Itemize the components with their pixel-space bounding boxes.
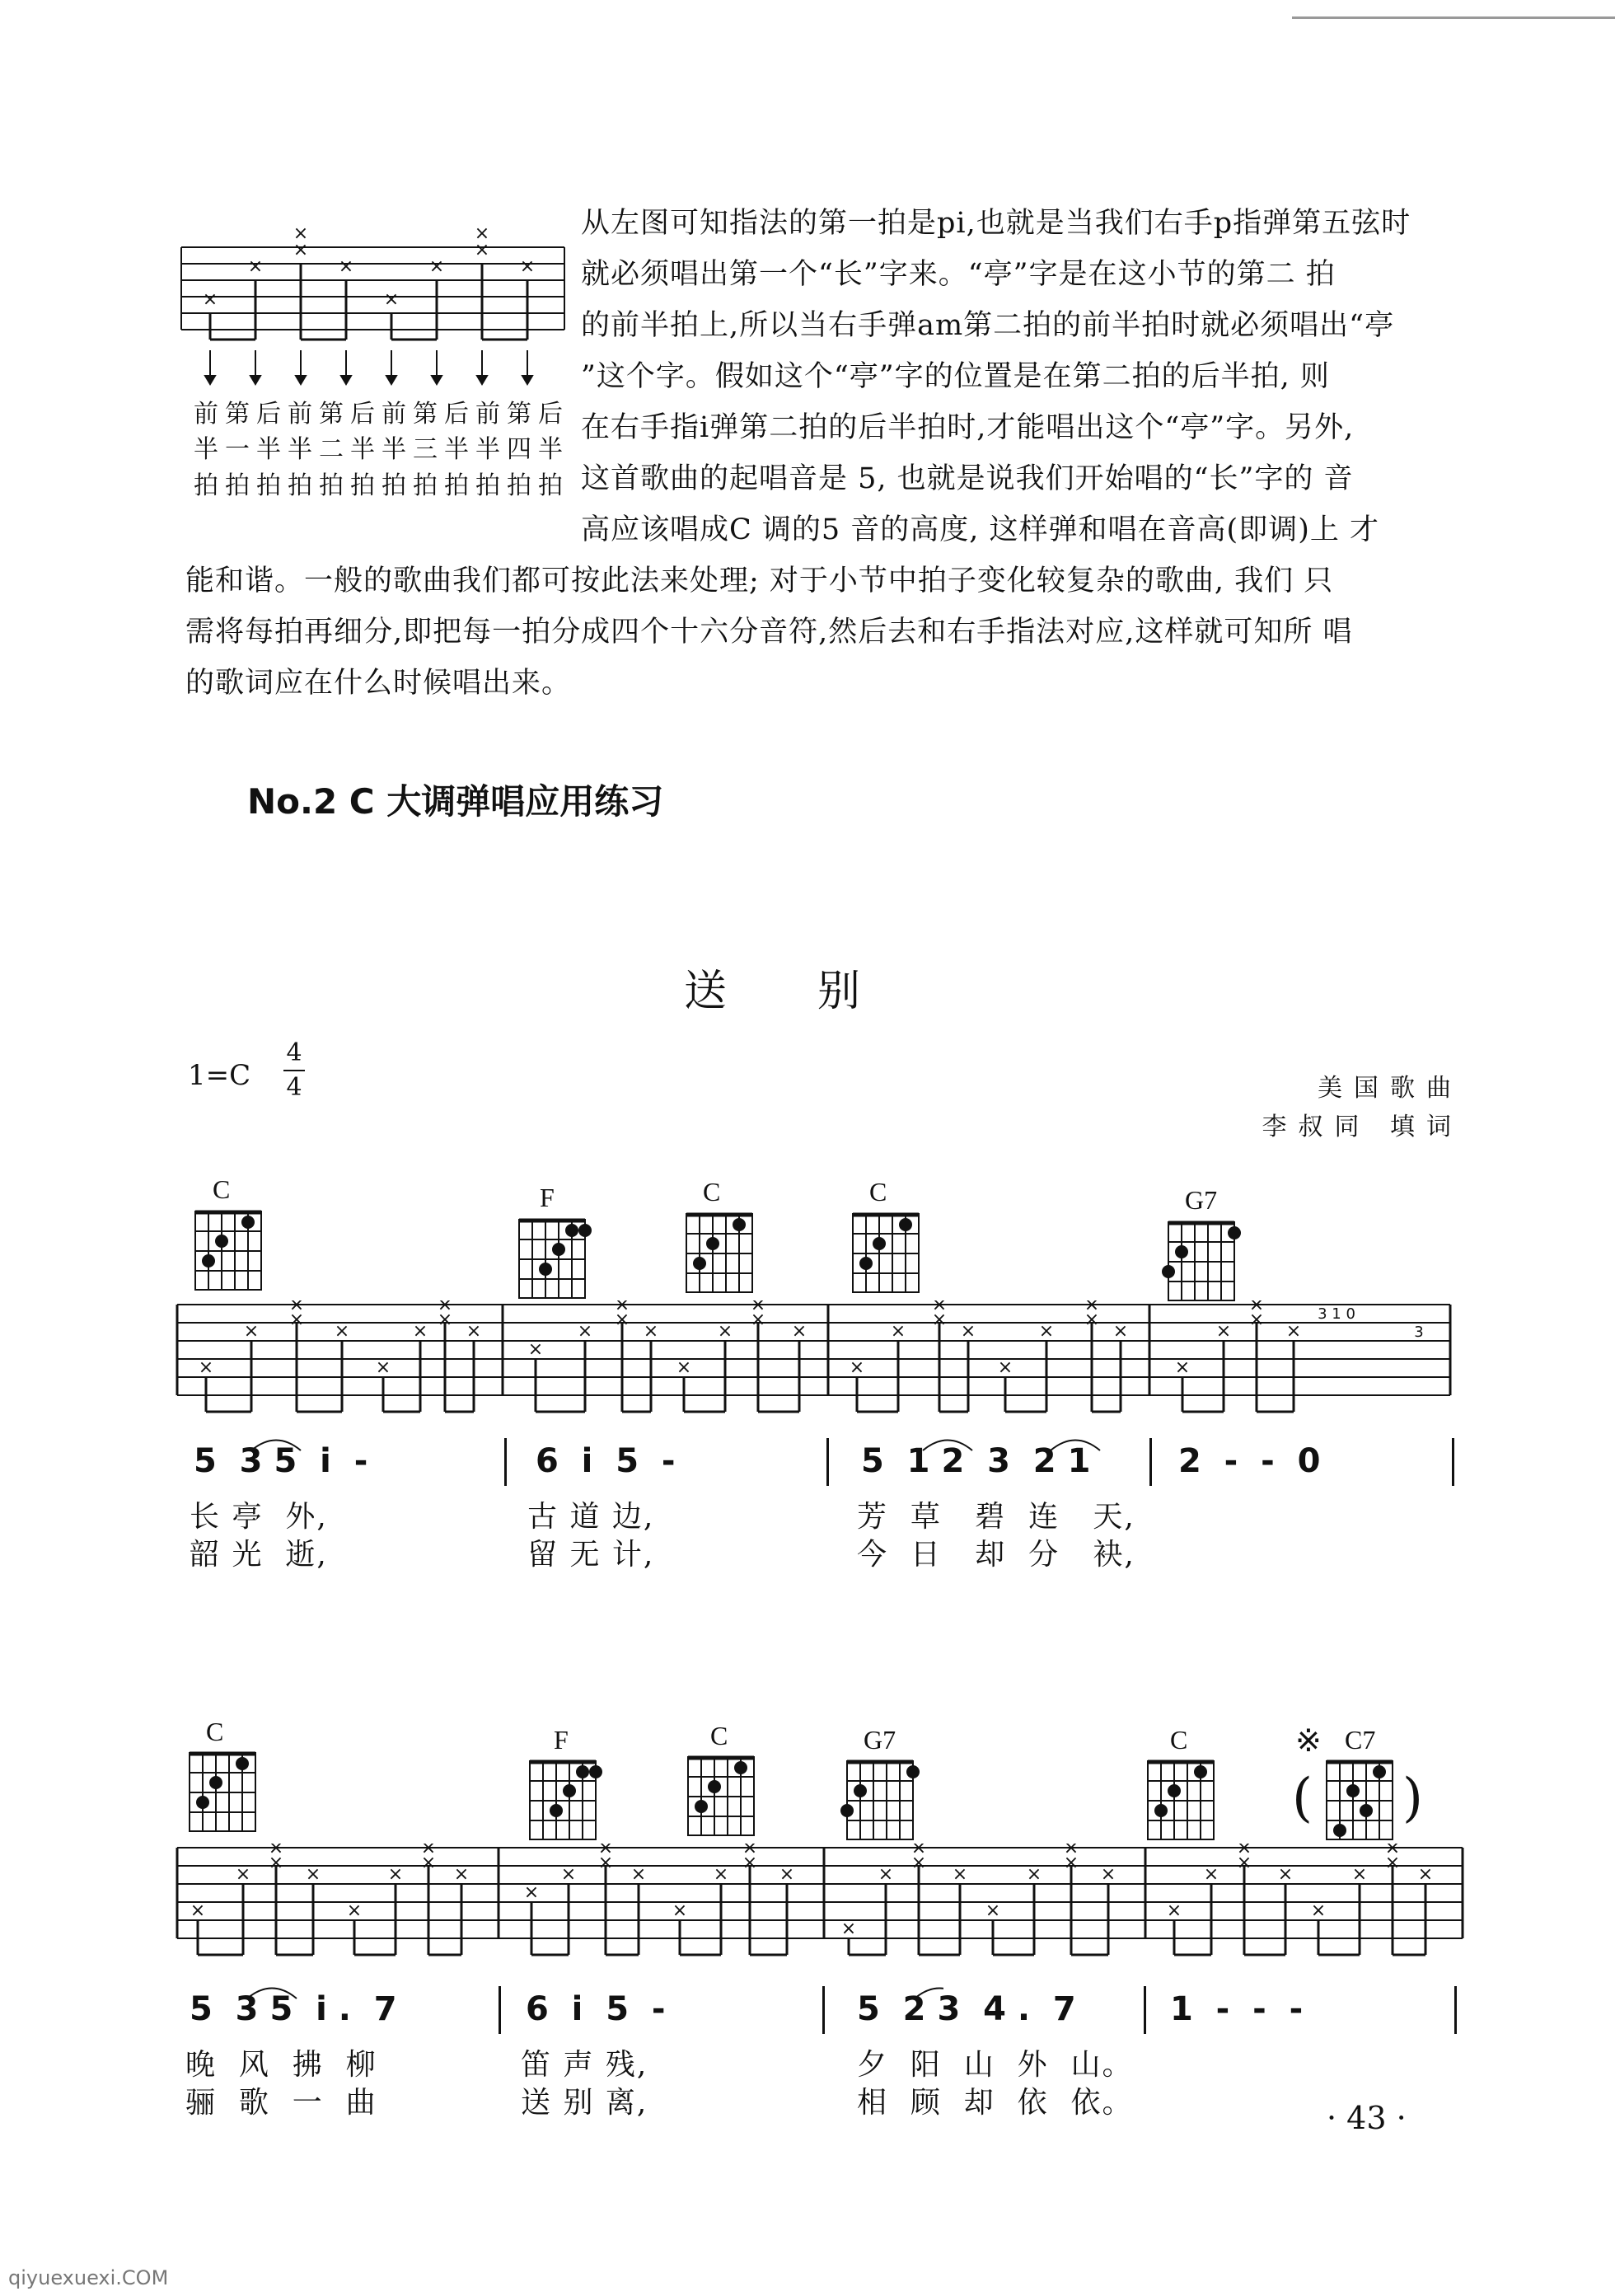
credit-origin: 美国歌曲 — [1318, 1074, 1463, 1103]
svg-text:×: × — [334, 1321, 350, 1342]
svg-text:×: × — [293, 223, 309, 244]
beat-label: 半 — [256, 435, 281, 464]
svg-text:×: × — [1038, 1321, 1055, 1342]
chord-name: C7 — [1345, 1725, 1376, 1755]
svg-text:×: × — [523, 1882, 540, 1903]
svg-text:×: × — [1384, 1844, 1401, 1858]
svg-text:×: × — [1248, 1310, 1265, 1330]
chord-diagram-c — [684, 1753, 758, 1839]
svg-text:×: × — [1063, 1853, 1079, 1873]
beat-label: 第 — [507, 400, 531, 429]
lyric-line: 相 顾 却 依 依。 — [857, 2086, 1134, 2120]
time-signature — [283, 1037, 305, 1104]
beat-label: 二 — [319, 435, 344, 464]
svg-text:×: × — [952, 1864, 968, 1885]
svg-text:×: × — [1384, 1853, 1401, 1873]
paragraph-line: 这首歌曲的起唱音是 5, 也就是说我们开始唱的“长”字的 音 — [581, 462, 1354, 495]
chord-diagram-c — [185, 1749, 260, 1835]
svg-text:×: × — [614, 1310, 630, 1330]
beat-label: 前 — [288, 400, 312, 429]
svg-text:×: × — [1236, 1844, 1252, 1858]
svg-text:×: × — [243, 1321, 260, 1342]
svg-text:×: × — [614, 1300, 630, 1315]
svg-text:×: × — [268, 1853, 284, 1873]
svg-text:×: × — [474, 223, 490, 244]
paragraph-line: 就必须唱出第一个“长”字来。“亭”字是在这小节的第二 拍 — [581, 258, 1336, 291]
svg-text:×: × — [437, 1300, 453, 1315]
chord-diagram-c — [191, 1207, 265, 1294]
beat-label: 前 — [475, 400, 500, 429]
beat-label: 四 — [507, 435, 531, 464]
chord-name: F — [554, 1725, 569, 1755]
beat-label: 前 — [194, 400, 218, 429]
lyric-line: 夕 阳 山 外 山。 — [857, 2048, 1134, 2082]
top-rule — [1292, 16, 1615, 19]
svg-text:×: × — [960, 1321, 976, 1342]
svg-text:×: × — [779, 1864, 795, 1885]
paragraph-line: 能和谐。一般的歌曲我们都可按此法来处理; 对于小节中拍子变化较复杂的歌曲, 我们 只 — [185, 565, 1334, 597]
beat-label: 半 — [382, 435, 406, 464]
svg-text:×: × — [676, 1357, 692, 1378]
credit-lyricist: 李叔同 填词 — [1262, 1113, 1463, 1141]
svg-text:×: × — [1417, 1864, 1434, 1885]
svg-text:×: × — [560, 1864, 577, 1885]
barline — [1144, 1986, 1146, 2034]
paragraph-line: 的歌词应在什么时候唱出来。 — [185, 667, 572, 700]
chord-diagram-c — [849, 1210, 923, 1296]
paragraph-line: 在右手指i弹第二拍的后半拍时,才能唱出这个“亭”字。另外, — [581, 411, 1355, 444]
jianpu-measure: 5 2 3 4 . 7 — [857, 1990, 1076, 2028]
svg-text:×: × — [288, 1300, 305, 1315]
barline — [1454, 1986, 1457, 2034]
slur-marks-row1 — [247, 1430, 1195, 1455]
svg-text:×: × — [1084, 1310, 1100, 1330]
svg-text:×: × — [1203, 1864, 1219, 1885]
paragraph-line: 需将每拍再细分,即把每一拍分成四个十六分音符,然后去和右手指法对应,这样就可知所 唱 — [185, 616, 1353, 649]
beat-label: 拍 — [538, 471, 563, 500]
svg-text:×: × — [474, 240, 490, 260]
svg-text:×: × — [1285, 1321, 1302, 1342]
jianpu-measure: 5 3 5 i . 7 — [190, 1990, 397, 2028]
open-parenthesis: ( — [1292, 1768, 1313, 1829]
svg-text:×: × — [420, 1853, 437, 1873]
svg-text:×: × — [1236, 1853, 1252, 1873]
svg-text:×: × — [412, 1321, 428, 1342]
chord-diagram-g7 — [839, 1757, 921, 1844]
beat-label: 拍 — [194, 471, 218, 500]
svg-text:×: × — [247, 256, 264, 277]
chord-name: G7 — [864, 1725, 896, 1755]
beat-label: 拍 — [507, 471, 531, 500]
jianpu-measure: 5 1 2 3 2 1 — [861, 1442, 1091, 1480]
svg-text:×: × — [931, 1300, 948, 1315]
time-sig-bottom: 4 — [286, 1073, 302, 1102]
beat-label: 后 — [444, 400, 469, 429]
lyric-line: 古 道 边, — [527, 1500, 655, 1534]
beat-label: 三 — [413, 435, 438, 464]
svg-text:×: × — [997, 1357, 1013, 1378]
svg-text:×: × — [527, 1339, 544, 1360]
svg-text:×: × — [1351, 1864, 1368, 1885]
lyric-line: 韶 光 逝, — [190, 1538, 328, 1572]
svg-text:×: × — [985, 1900, 1001, 1921]
time-sig-top: 4 — [286, 1038, 302, 1067]
chord-name: F — [540, 1183, 555, 1212]
beat-label: 半 — [350, 435, 375, 464]
svg-text:×: × — [519, 256, 536, 277]
chord-name: C — [1170, 1725, 1188, 1755]
beat-label: 拍 — [444, 471, 469, 500]
svg-text:×: × — [420, 1844, 437, 1858]
chord-diagram-f — [526, 1757, 604, 1844]
svg-text:×: × — [428, 256, 445, 277]
beat-label: 一 — [225, 435, 250, 464]
lyric-line: 长 亭 外, — [190, 1500, 328, 1534]
chord-name: C — [213, 1174, 231, 1204]
svg-text:×: × — [931, 1310, 948, 1330]
svg-text:×: × — [577, 1321, 593, 1342]
svg-text:×: × — [1084, 1300, 1100, 1315]
beat-label: 后 — [350, 400, 375, 429]
jianpu-measure: 6 i 5 - — [536, 1442, 676, 1480]
chord-diagram-c — [1144, 1757, 1218, 1844]
beat-label: 后 — [256, 400, 281, 429]
small-tab-diagram — [177, 223, 573, 346]
lyric-line: 今 日 却 分 袂, — [857, 1538, 1135, 1572]
lyric-line: 留 无 计, — [527, 1538, 655, 1572]
svg-text:×: × — [630, 1864, 647, 1885]
chord-diagram-g7 — [1160, 1218, 1243, 1305]
paragraph-line: 的前半拍上,所以当右手弹am第二拍的前半拍时就必须唱出“亭 — [581, 309, 1395, 342]
chord-name: C — [710, 1721, 728, 1750]
page-number: · 43 · — [1327, 2100, 1407, 2136]
svg-text:×: × — [1248, 1300, 1265, 1315]
chord-name: G7 — [1185, 1185, 1218, 1215]
beat-label: 拍 — [256, 471, 281, 500]
svg-text:×: × — [597, 1853, 614, 1873]
chord-diagram-c — [682, 1210, 756, 1296]
svg-text:×: × — [672, 1900, 688, 1921]
song-title: 送别 — [684, 967, 952, 1016]
svg-text:×: × — [202, 289, 218, 310]
svg-text:×: × — [791, 1321, 808, 1342]
beat-arrows — [185, 346, 548, 387]
chord-diagram-f — [515, 1216, 593, 1302]
svg-text:×: × — [717, 1321, 733, 1342]
svg-text:×: × — [437, 1310, 453, 1330]
chord-name: C — [703, 1177, 721, 1207]
lyric-line: 送 别 离, — [521, 2086, 648, 2120]
beat-label: 半 — [194, 435, 218, 464]
svg-text:×: × — [293, 240, 309, 260]
barline — [1452, 1438, 1454, 1486]
svg-text:×: × — [597, 1844, 614, 1858]
svg-text:×: × — [890, 1321, 906, 1342]
svg-text:×: × — [1112, 1321, 1129, 1342]
svg-text:×: × — [338, 256, 354, 277]
lyric-line: 笛 声 残, — [521, 2048, 648, 2082]
paragraph-line: 从左图可知指法的第一拍是pi,也就是当我们右手p指弹第五弦时 — [581, 207, 1411, 240]
beat-label: 后 — [538, 400, 563, 429]
beat-label: 第 — [225, 400, 250, 429]
beat-label: 拍 — [350, 471, 375, 500]
svg-text:×: × — [1063, 1844, 1079, 1858]
svg-text:×: × — [643, 1321, 659, 1342]
svg-text:×: × — [1310, 1900, 1327, 1921]
lyric-line: 骊 歌 一 曲 — [185, 2086, 377, 2120]
svg-text:×: × — [1174, 1357, 1191, 1378]
svg-text:×: × — [305, 1864, 321, 1885]
lyric-line: 晚 风 拂 柳 — [185, 2048, 377, 2082]
svg-text:×: × — [375, 1357, 391, 1378]
jianpu-measure: 2 - - 0 — [1178, 1442, 1321, 1480]
svg-text:×: × — [1215, 1321, 1232, 1342]
svg-text:×: × — [849, 1357, 865, 1378]
lyric-line: 芳 草 碧 连 天, — [857, 1500, 1135, 1534]
svg-text:×: × — [453, 1864, 470, 1885]
svg-text:×: × — [1026, 1864, 1042, 1885]
svg-text:×: × — [742, 1844, 758, 1858]
close-parenthesis: ) — [1402, 1768, 1423, 1829]
svg-text:×: × — [198, 1357, 214, 1378]
slur-marks-row2 — [243, 1978, 943, 2003]
svg-text:×: × — [1166, 1900, 1182, 1921]
reference-mark: ※ — [1295, 1722, 1322, 1759]
svg-text:×: × — [268, 1844, 284, 1858]
svg-text:×: × — [1277, 1864, 1294, 1885]
svg-text:×: × — [750, 1310, 766, 1330]
svg-text:×: × — [878, 1864, 894, 1885]
beat-label: 拍 — [413, 471, 438, 500]
watermark-text: qiyuexuexi.COM — [8, 2266, 169, 2289]
svg-text:×: × — [466, 1321, 482, 1342]
svg-text:×: × — [288, 1310, 305, 1330]
beat-label: 拍 — [475, 471, 500, 500]
section-heading: No.2 C 大调弹唱应用练习 — [247, 781, 664, 822]
svg-text:×: × — [840, 1919, 857, 1939]
fret-number-label: 3 1 0 — [1318, 1305, 1355, 1323]
beat-label: 拍 — [225, 471, 250, 500]
paragraph-line: 高应该唱成C 调的5 音的高度, 这样弹和唱在音高(即调)上 才 — [581, 513, 1379, 546]
tab-staff-row1 — [173, 1300, 1458, 1424]
svg-text:×: × — [346, 1900, 363, 1921]
svg-text:×: × — [1100, 1864, 1116, 1885]
beat-label: 第 — [413, 400, 438, 429]
beat-label: 前 — [382, 400, 406, 429]
jianpu-measure: 5 3 5 i - — [194, 1442, 368, 1480]
paragraph-line: ”这个字。假如这个“亭”字的位置是在第二拍的后半拍, 则 — [581, 360, 1330, 393]
beat-label: 拍 — [288, 471, 312, 500]
svg-text:×: × — [190, 1900, 206, 1921]
fret-number-label: 3 — [1414, 1324, 1424, 1341]
svg-text:×: × — [910, 1844, 927, 1858]
beat-label: 半 — [538, 435, 563, 464]
svg-text:×: × — [235, 1864, 251, 1885]
tab-staff-row2 — [173, 1844, 1467, 1967]
beat-label: 第 — [319, 400, 344, 429]
beat-label: 半 — [475, 435, 500, 464]
jianpu-measure: 1 - - - — [1170, 1990, 1304, 2028]
chord-diagram-c7 — [1322, 1757, 1397, 1844]
key-signature: 1=C — [188, 1059, 251, 1092]
svg-text:×: × — [383, 289, 400, 310]
svg-text:×: × — [387, 1864, 404, 1885]
svg-text:×: × — [713, 1864, 729, 1885]
beat-label: 拍 — [382, 471, 406, 500]
beat-label: 半 — [444, 435, 469, 464]
chord-name: C — [869, 1177, 887, 1207]
svg-text:×: × — [910, 1853, 927, 1873]
svg-text:×: × — [750, 1300, 766, 1315]
svg-text:×: × — [742, 1853, 758, 1873]
beat-label: 半 — [288, 435, 312, 464]
chord-name: C — [206, 1717, 224, 1746]
beat-label: 拍 — [319, 471, 344, 500]
jianpu-measure: 6 i 5 - — [526, 1990, 666, 2028]
